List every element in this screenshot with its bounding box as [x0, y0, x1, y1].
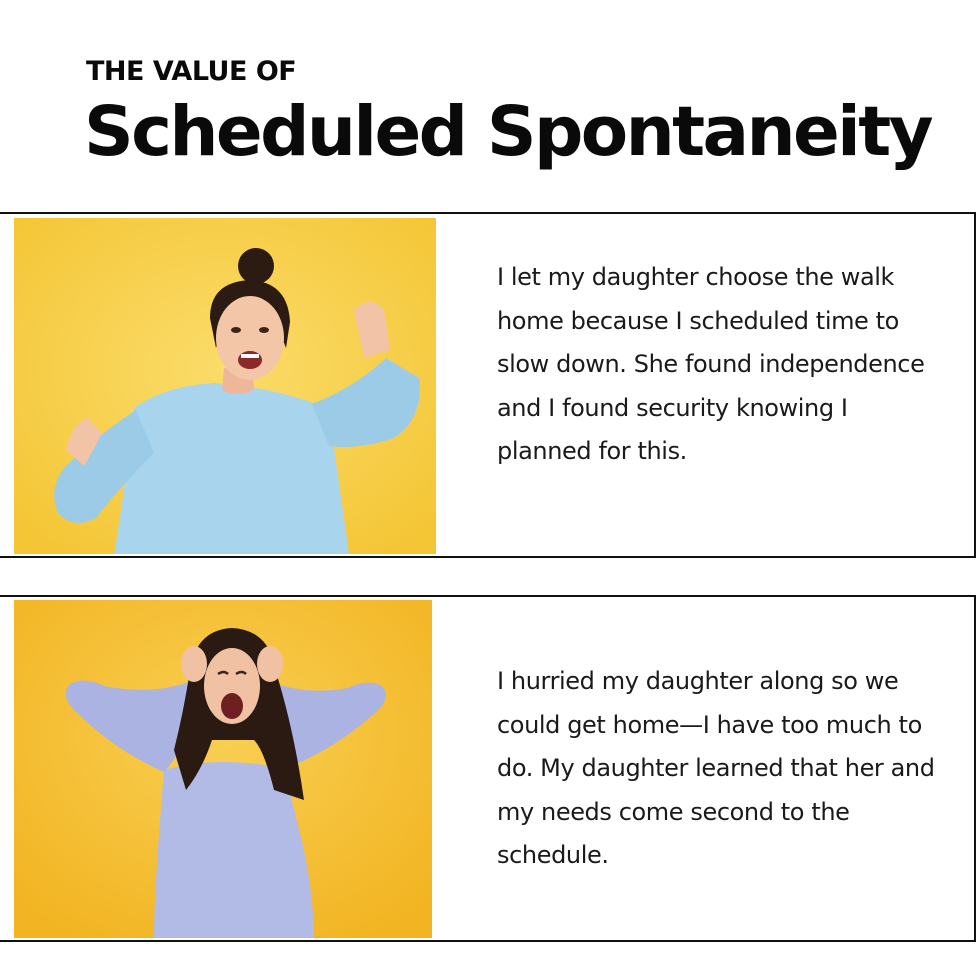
woman-screaming-illustration: [14, 600, 432, 938]
comparison-card-negative: [0, 595, 976, 942]
comparison-card-positive: [0, 212, 976, 558]
kicker-heading: THE VALUE OF: [86, 56, 297, 87]
card-text-positive: I let my daughter choose the walk home because I scheduled time to slow down. She found independence and I found security knowing I planned for this.: [497, 263, 925, 466]
woman-pointing-illustration: [14, 218, 436, 554]
card-text-negative: I hurried my daughter along so we could get home—I have too much to do. My daughter learned that her and my needs come second to the schedule.: [497, 667, 935, 870]
photo-woman-screaming: [14, 600, 432, 938]
photo-woman-pointing: [14, 218, 436, 554]
page-title: Scheduled Spontaneity: [84, 92, 931, 172]
